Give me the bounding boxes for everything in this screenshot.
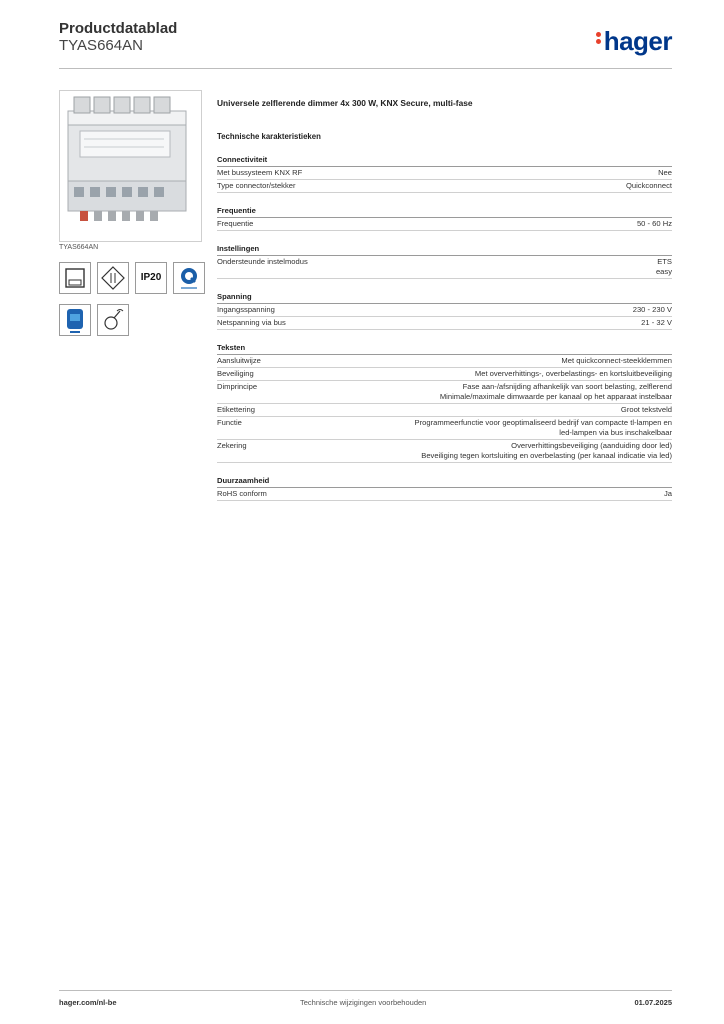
spec-row (217, 180, 672, 193)
spec-row (217, 256, 672, 279)
spec-row (217, 381, 672, 404)
spec-key: Etikettering (217, 405, 255, 414)
spec-key: Netspanning via bus (217, 318, 286, 327)
spec-group-title: Teksten (217, 343, 672, 355)
spec-group (217, 155, 672, 193)
spec-row (217, 317, 672, 330)
spec-value-line: Minimale/maximale dimwaarde per kanaal op het apparaat instelbaar (439, 392, 672, 401)
spec-value-line: Beveiliging tegen kortsluiting en overbelasting (per kanaal indicatie via led) (421, 451, 672, 460)
spec-group-title: Connectiviteit (217, 155, 672, 167)
spec-row (217, 440, 672, 463)
spec-group (217, 476, 672, 501)
spec-key: Frequentie (217, 219, 254, 228)
spec-key: Functie (217, 418, 242, 427)
quickconnect-icon (173, 262, 205, 294)
spec-row (217, 355, 672, 368)
spec-key: Dimprincipe (217, 382, 258, 391)
spec-value-line: Fase aan-/afsnijding afhankelijk van soort belasting, zelflerend (462, 382, 672, 391)
spec-value (357, 382, 672, 402)
spec-value-line: Met quickconnect-steekklemmen (561, 356, 672, 365)
spec-value (357, 369, 672, 379)
spec-value-line: 50 - 60 Hz (636, 219, 672, 228)
spec-value-line: 230 - 230 V (632, 305, 672, 314)
ip20-label: IP20 (140, 272, 162, 283)
spec-value-line: Ja (663, 489, 672, 498)
spec-value-line: Met oververhittings-, overbelastings- en kortsluitbeveiliging (474, 369, 672, 378)
spec-value (357, 318, 672, 328)
din-rail-module-icon (59, 262, 91, 294)
product-image (59, 90, 202, 242)
footer-website[interactable]: hager.com/nl-be (59, 998, 117, 1007)
product-headline: Universele zelflerende dimmer 4x 300 W, KNX Secure, multi-fase (217, 98, 473, 108)
spec-row (217, 218, 672, 231)
spec-value (357, 489, 672, 499)
spec-row (217, 417, 672, 440)
spec-group (217, 343, 672, 463)
spec-key: Ondersteunde instelmodus (217, 257, 308, 266)
spec-value-line: Programmeerfunctie voor geoptimaliseerd bedrijf van compacte tl-lampen en (414, 418, 672, 427)
spec-key: Beveiliging (217, 369, 254, 378)
spec-value-line: Oververhittingsbeveiliging (aanduiding door led) (511, 441, 672, 450)
spec-value-line: 21 - 32 V (641, 318, 672, 327)
spec-group-title: Instellingen (217, 244, 672, 256)
spec-row (217, 368, 672, 381)
spec-key: Zekering (217, 441, 247, 450)
din-module-illustration (60, 91, 201, 241)
lamp-dimming-icon (97, 304, 129, 336)
spec-key: RoHS conform (217, 489, 267, 498)
dimmer-symbol-icon (97, 262, 129, 294)
spec-key: Met bussysteem KNX RF (217, 168, 303, 177)
spec-value-line: Nee (658, 168, 672, 177)
footer-divider (59, 990, 672, 991)
spec-value-line: Groot tekstveld (620, 405, 672, 414)
spec-value (357, 405, 672, 415)
spec-value (357, 441, 672, 461)
spec-key: Aansluitwijze (217, 356, 261, 365)
easy-config-icon (59, 304, 91, 336)
spec-row (217, 404, 672, 417)
spec-value (357, 168, 672, 178)
footer-notice: Technische wijzigingen voorbehouden (300, 998, 427, 1007)
footer-date: 01.07.2025 (634, 998, 672, 1007)
spec-value-line: ETS (657, 257, 672, 266)
spec-key: Type connector/stekker (217, 181, 296, 190)
spec-value (357, 219, 672, 229)
spec-value-line: Quickconnect (625, 181, 672, 190)
document-subtitle: TYAS664AN (59, 37, 143, 54)
document-title: Productdatablad (59, 20, 178, 37)
spec-value-line: easy (655, 267, 672, 276)
spec-table (217, 155, 672, 514)
logo-text: hager (603, 26, 672, 56)
spec-row (217, 488, 672, 501)
spec-group-title: Frequentie (217, 206, 672, 218)
spec-key: Ingangsspanning (217, 305, 275, 314)
section-title: Technische karakteristieken (217, 132, 321, 141)
logo-dots-icon (596, 30, 602, 46)
spec-group-title: Duurzaamheid (217, 476, 672, 488)
spec-value (357, 181, 672, 191)
spec-group (217, 292, 672, 330)
spec-value (357, 356, 672, 366)
product-code-caption: TYAS664AN (59, 244, 99, 251)
spec-value-line: led-lampen via bus inschakelbaar (559, 428, 672, 437)
hager-logo (596, 26, 672, 57)
spec-row (217, 304, 672, 317)
ip20-badge (135, 262, 167, 294)
spec-value (357, 418, 672, 438)
spec-group (217, 244, 672, 279)
spec-value (357, 257, 672, 277)
spec-group (217, 206, 672, 231)
spec-value (357, 305, 672, 315)
spec-row (217, 167, 672, 180)
header-divider (59, 68, 672, 69)
spec-group-title: Spanning (217, 292, 672, 304)
